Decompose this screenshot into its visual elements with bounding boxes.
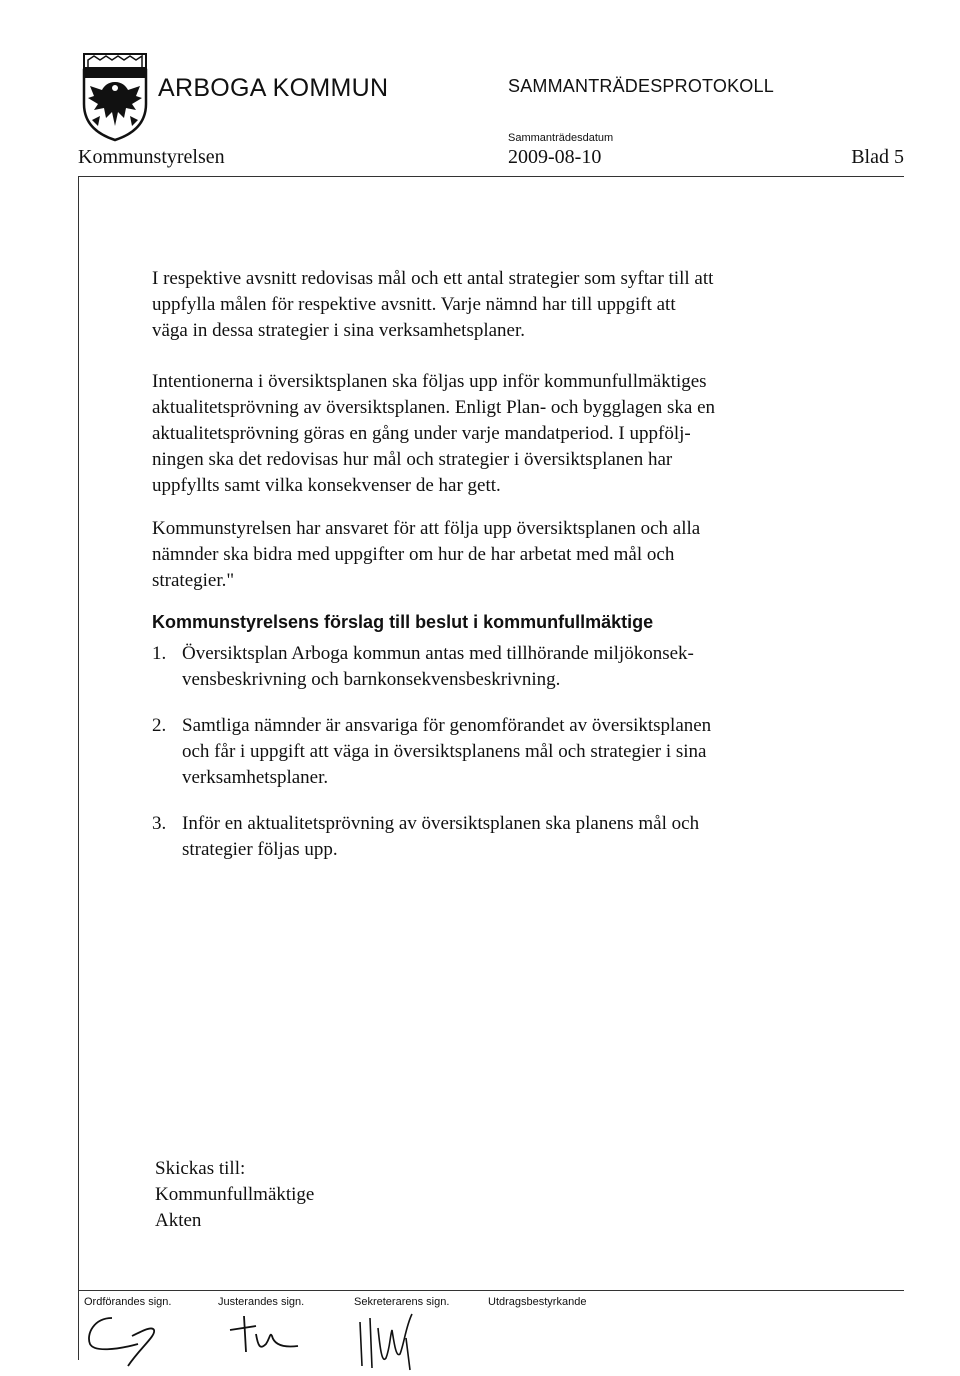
chair-signature-label: Ordförandes sign. bbox=[84, 1296, 172, 1308]
handwritten-signature-icon bbox=[352, 1308, 432, 1372]
handwritten-initials-icon bbox=[226, 1312, 306, 1362]
meeting-date: 2009-08-10 bbox=[508, 146, 602, 168]
list-item-number: 2. bbox=[152, 715, 167, 736]
page-number: Blad 5 bbox=[851, 146, 904, 168]
arboga-coat-of-arms-icon bbox=[80, 52, 150, 142]
header-divider bbox=[78, 176, 904, 177]
paragraph-3: Kommunstyrelsen har ansvaret för att följa upp översiktsplanen och alla nämnder ska bidra med uppgifter om hur de har arbetat med mål och strategier." bbox=[152, 518, 701, 591]
list-item-number: 3. bbox=[152, 813, 167, 834]
organization-name: ARBOGA KOMMUN bbox=[158, 74, 389, 102]
secretary-signature-label: Sekreterarens sign. bbox=[354, 1296, 450, 1308]
distribution-list: Skickas till: Kommunfullmäktige Akten bbox=[155, 1158, 315, 1231]
date-label: Sammanträdesdatum bbox=[508, 132, 614, 144]
paragraph-1: I respektive avsnitt redovisas mål och ett antal strategier som syftar till att uppfylla målen för respektive avsnitt. Varje nämnd har till uppgift att väga in dessa strategier i sina verksamhetsplaner. bbox=[152, 268, 714, 341]
adjuster-signature-label: Justerandes sign. bbox=[218, 1296, 305, 1308]
list-item-number: 1. bbox=[152, 643, 167, 664]
handwritten-signature-icon bbox=[82, 1308, 192, 1370]
left-margin-rule bbox=[78, 177, 79, 1360]
section-heading: Kommunstyrelsens förslag till beslut i kommunfullmäktige bbox=[152, 612, 654, 632]
document-type: SAMMANTRÄDESPROTOKOLL bbox=[508, 76, 774, 96]
paragraph-2: Intentionerna i översiktsplanen ska följas upp inför kommunfullmäktiges aktualitetsprövning av översiktsplanen. Enligt Plan- och bygglagen ska en aktualitetsprövning göras en gång under varje mandatperiod. I uppfölj- ningen ska det redovisas hur mål och strategier i översiktsplanen har uppfyllts samt vilka konsekvenser de har gett. bbox=[152, 371, 716, 496]
department-name: Kommunstyrelsen bbox=[78, 146, 225, 168]
certification-label: Utdragsbestyrkande bbox=[488, 1296, 587, 1308]
